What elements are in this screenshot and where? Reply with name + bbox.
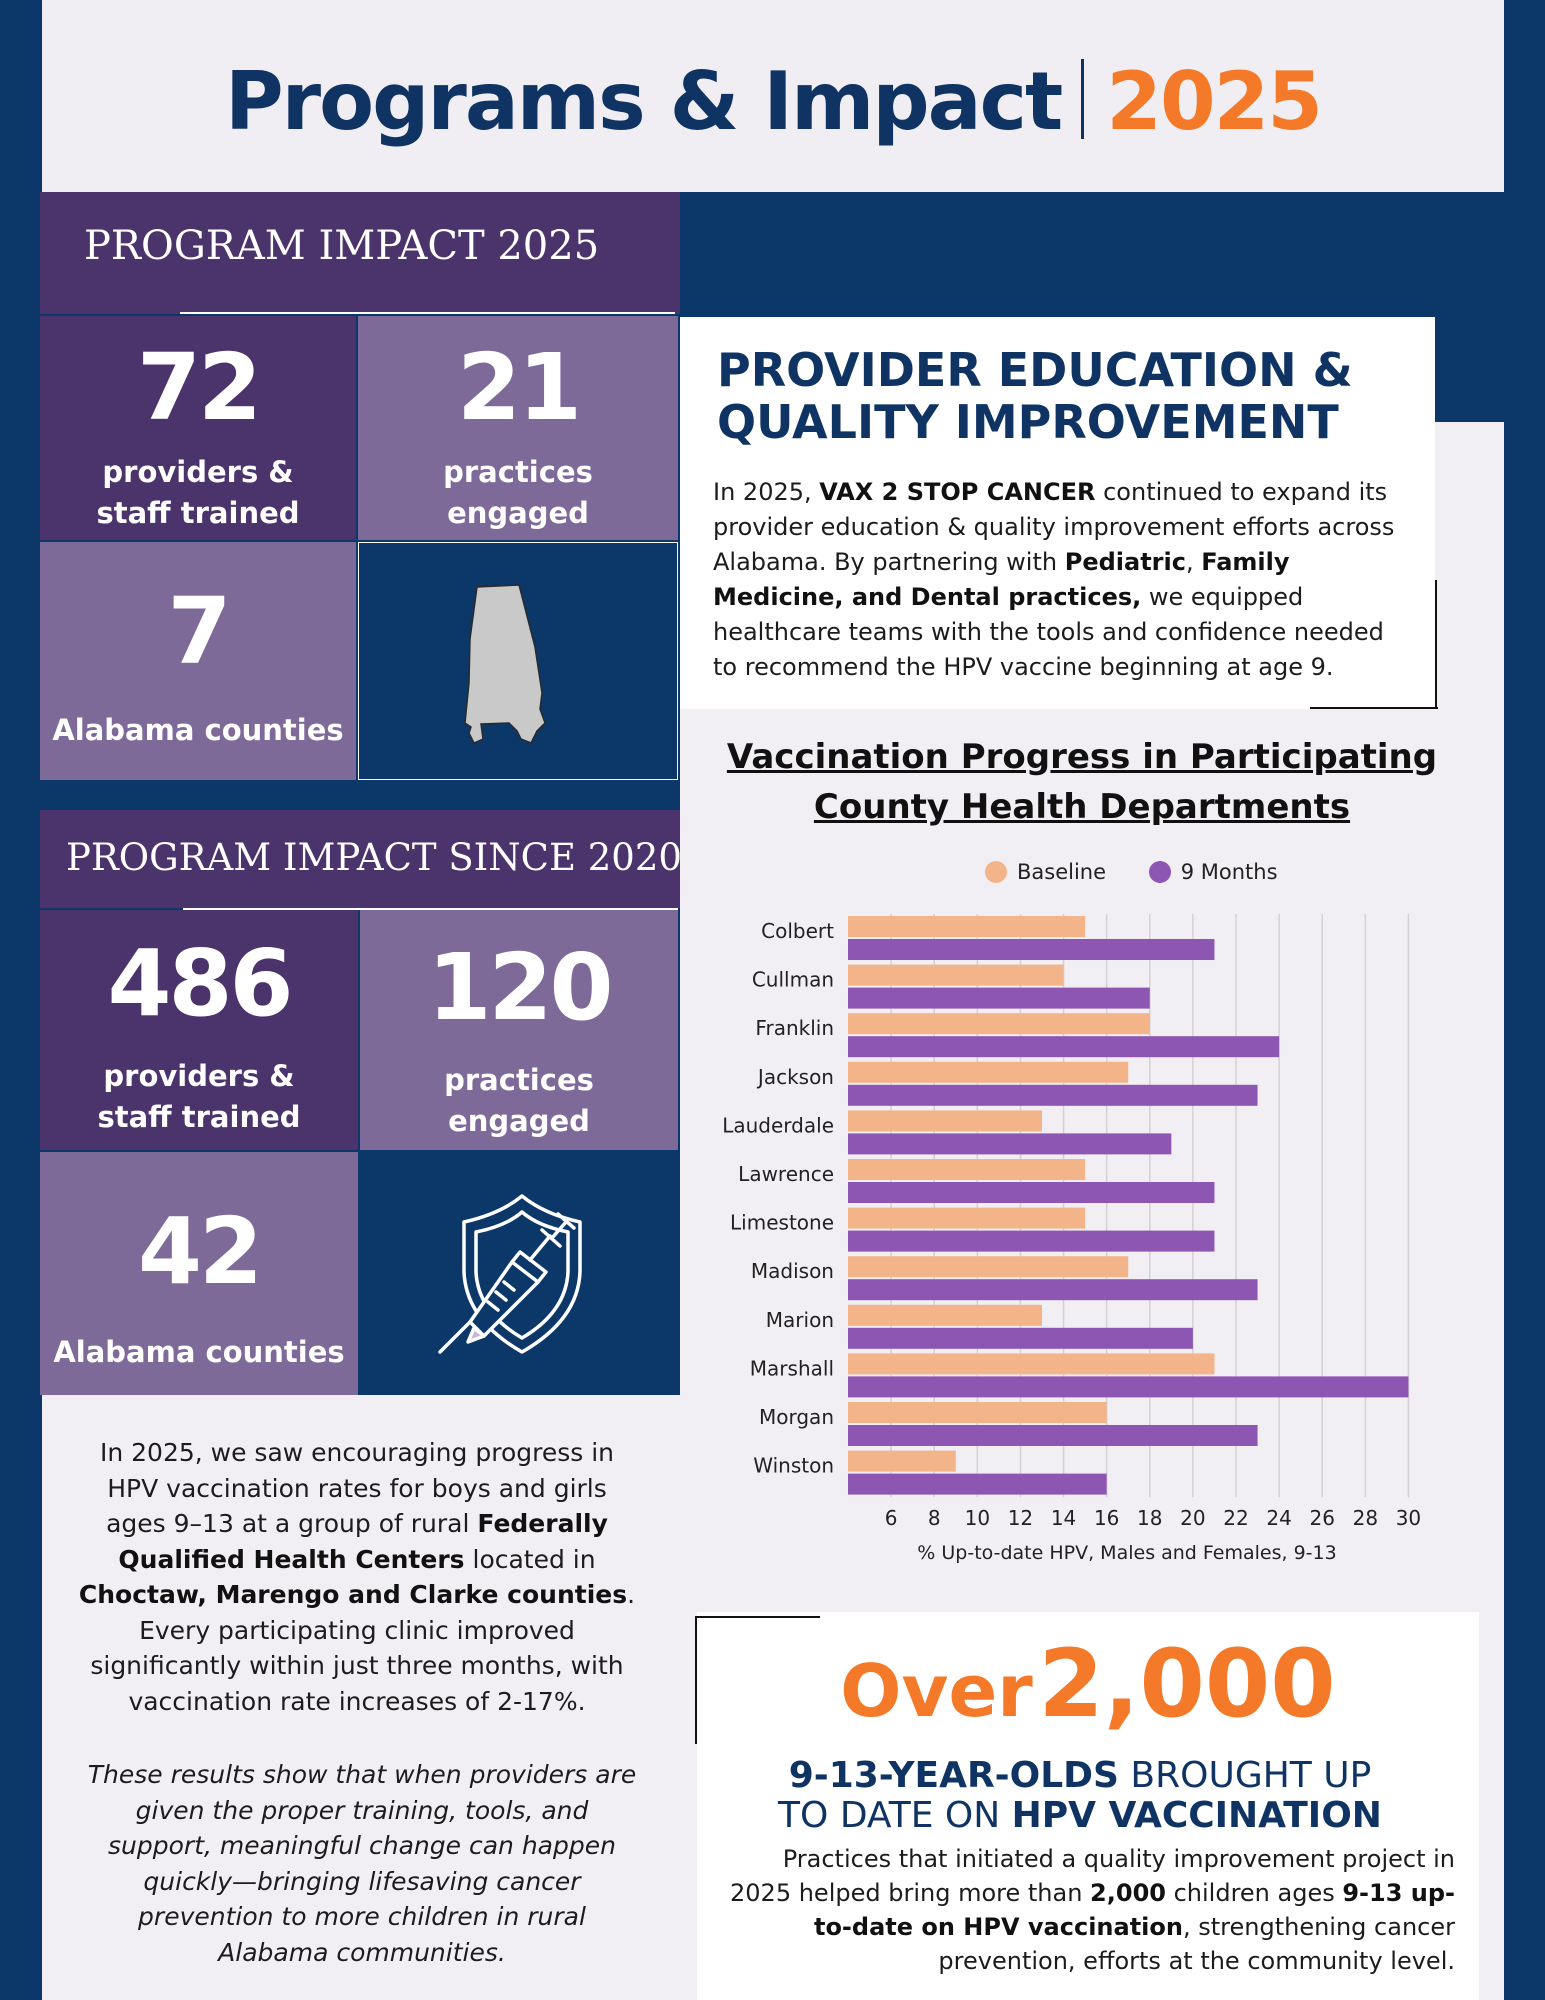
over-2000-card [697, 1612, 1479, 2000]
legend-baseline-swatch [985, 861, 1007, 883]
category-label: Winston [753, 1453, 834, 1478]
category-label: Madison [750, 1259, 834, 1284]
x-tick-label: 6 [884, 1506, 898, 1531]
bar-baseline [848, 1062, 1128, 1083]
category-label: Jackson [757, 1064, 834, 1089]
x-tick-label: 24 [1266, 1506, 1292, 1531]
text-run-bold: VAX 2 STOP CANCER [819, 478, 1096, 506]
category-label: Colbert [761, 919, 834, 943]
vaccine-shield-icon [360, 1152, 678, 1395]
bar-baseline [848, 1013, 1150, 1034]
bar-9-months [848, 1036, 1279, 1057]
stat-number: 120 [427, 934, 611, 1041]
stat-label-line2: engaged [447, 496, 589, 530]
stat-number: 21 [456, 334, 580, 441]
impact-since-2020-heading [40, 810, 680, 908]
bar-baseline [848, 1451, 956, 1472]
legend-baseline [985, 860, 1106, 884]
title-divider [1081, 59, 1084, 139]
text-run: In 2025, [713, 478, 820, 506]
page-title-text: Programs & Impact [225, 55, 1062, 148]
x-tick-label: 8 [927, 1506, 941, 1531]
category-label: Morgan [759, 1405, 834, 1429]
x-axis-label: % Up-to-date HPV, Males and Females, 9-13 [917, 1542, 1337, 1565]
stat-counties-2025 [40, 542, 356, 780]
fqhc-italic-text [84, 1757, 640, 1970]
bar-baseline [848, 1110, 1042, 1131]
text-run-bold: 9-13-YEAR-OLDS [788, 1755, 1119, 1796]
text-run-italic: These results show that when providers are given the proper training, tools, and support, meaningful change can happen quickly—bringing lifesaving cancer prevention to more children in rural Alabama communities. [87, 1760, 637, 1967]
text-run: , strengthening cancer prevention, efforts at the community level. [938, 1913, 1455, 1975]
over-2000-subhead-line1 [697, 1756, 1463, 1796]
stat-label-line1: practices [443, 455, 593, 489]
vaccine-tile [360, 1152, 678, 1395]
text-run: located in [464, 1544, 596, 1574]
text-run-bold: 2,000 [1090, 1879, 1166, 1907]
decorative-line [695, 1616, 697, 1744]
stat-label-line2: staff trained [97, 1100, 301, 1134]
bar-chart [700, 900, 1460, 1572]
category-label: Limestone [730, 1210, 834, 1235]
x-tick-label: 28 [1352, 1506, 1379, 1531]
x-tick-label: 16 [1093, 1506, 1120, 1531]
bar-9-months [848, 988, 1150, 1009]
page-title [42, 52, 1504, 152]
category-label: Lawrence [738, 1162, 834, 1186]
x-tick-label: 22 [1223, 1506, 1249, 1531]
chart-legend [985, 860, 1314, 890]
text-run-bold: 9-13 up-to-date on HPV vaccination [813, 1879, 1455, 1941]
stat-providers-2025 [40, 316, 356, 540]
x-tick-label: 12 [1007, 1506, 1034, 1531]
stat-providers-since-2020 [40, 910, 358, 1150]
stat-label-line1: providers & [102, 455, 294, 489]
stat-counties-since-2020 [40, 1152, 358, 1395]
stat-label-line2: staff trained [96, 496, 300, 530]
x-tick-label: 30 [1395, 1506, 1422, 1531]
category-label: Marshall [749, 1356, 834, 1381]
stat-practices-2025 [358, 316, 678, 540]
decorative-line [1435, 580, 1437, 707]
bar-9-months [848, 1279, 1258, 1300]
stat-label: Alabama counties [53, 1335, 345, 1369]
map-tile [358, 542, 678, 780]
bar-9-months [848, 1474, 1107, 1495]
x-tick-label: 10 [964, 1506, 991, 1531]
chart-title [700, 732, 1464, 832]
provider-education-heading [717, 344, 1353, 448]
legend-baseline-label: Baseline [1017, 860, 1107, 884]
page-header [42, 0, 1504, 192]
bar-baseline [848, 1402, 1107, 1423]
text-run: children ages [1165, 1879, 1343, 1907]
bar-9-months [848, 1231, 1214, 1252]
alabama-map-icon [359, 543, 679, 781]
text-run: In 2025, we saw encouraging progress in HPV vaccination rates for boys and girls ages 9–13 at a group of rural [99, 1438, 615, 1538]
text-run: TO DATE ON [778, 1795, 1012, 1836]
category-label: Lauderdale [722, 1113, 834, 1138]
bar-baseline [848, 965, 1064, 986]
stat-label: Alabama counties [52, 713, 344, 747]
page-title-year: 2025 [1106, 55, 1321, 148]
stat-number: 42 [137, 1198, 261, 1305]
impact-since-2020-heading-text: PROGRAM IMPACT SINCE 2020 [66, 836, 682, 879]
over-2000-subhead-line2 [697, 1796, 1463, 1836]
stat-practices-since-2020 [360, 910, 678, 1150]
impact-2025-heading [40, 192, 680, 314]
stat-label-line2: engaged [448, 1104, 590, 1138]
bar-baseline [848, 1208, 1085, 1229]
text-run-bold: HPV VACCINATION [1011, 1795, 1382, 1836]
x-tick-label: 18 [1137, 1506, 1163, 1531]
x-tick-label: 20 [1180, 1506, 1206, 1531]
stat-number: 486 [107, 930, 291, 1037]
over-2000-text [717, 1842, 1455, 1978]
x-tick-label: 14 [1050, 1506, 1077, 1531]
text-run: we equipped healthcare teams with the tools and confidence needed to recommend the HPV vaccine beginning at age 9. [713, 583, 1384, 681]
text-run: Practices that initiated a quality improvement project in 2025 helped bring more than [730, 1845, 1455, 1907]
stat-label-line1: providers & [103, 1059, 295, 1093]
provider-education-card [680, 317, 1435, 709]
text-run: continued to expand its provider education & quality improvement efforts across Alabama. By partnering with [713, 478, 1395, 576]
provider-education-heading-line1: PROVIDER EDUCATION & [717, 343, 1353, 397]
stat-number: 7 [167, 578, 229, 685]
fqhc-text [74, 1435, 640, 1719]
impact-2025-heading-text: PROGRAM IMPACT 2025 [84, 223, 600, 269]
over-2000-subhead [697, 1756, 1463, 1836]
heading-underline [180, 312, 675, 314]
over-word: Over [840, 1649, 1033, 1733]
bar-9-months [848, 939, 1214, 960]
chart-title-line1: Vaccination Progress in Participating [726, 737, 1438, 777]
text-run-bold: Choctaw, Marengo and Clarke counties [78, 1580, 628, 1609]
bar-9-months [848, 1085, 1258, 1106]
bar-baseline [848, 1159, 1085, 1180]
text-run: . Every participating clinic improved significantly within just three months, with vaccination rate increases of 2-17%. [90, 1580, 636, 1716]
over-number: 2,000 [1038, 1630, 1336, 1739]
decorative-line [695, 1616, 820, 1618]
x-tick-label: 26 [1309, 1506, 1335, 1531]
bar-9-months [848, 1376, 1408, 1397]
bar-9-months [848, 1328, 1193, 1349]
bar-9-months [848, 1425, 1258, 1446]
text-run: , [1185, 548, 1202, 576]
bar-baseline [848, 1353, 1214, 1374]
legend-9-months [1149, 860, 1278, 884]
provider-education-heading-line2: QUALITY IMPROVEMENT [717, 395, 1339, 449]
bar-9-months [848, 1133, 1171, 1154]
text-run-bold: Federally Qualified Health Centers [118, 1509, 608, 1574]
legend-9-months-label: 9 Months [1180, 860, 1278, 884]
stat-number: 72 [136, 334, 260, 441]
text-run: BROUGHT UP [1118, 1755, 1372, 1796]
legend-9-months-swatch [1149, 861, 1171, 883]
category-label: Marion [765, 1307, 834, 1332]
decorative-line [1310, 707, 1438, 709]
bar-baseline [848, 916, 1085, 937]
bar-9-months [848, 1182, 1214, 1203]
over-2000-headline [697, 1630, 1479, 1739]
bar-baseline [848, 1305, 1042, 1326]
category-label: Franklin [755, 1016, 834, 1041]
bar-baseline [848, 1256, 1128, 1277]
text-run-bold: Pediatric [1064, 548, 1186, 576]
provider-education-text [713, 475, 1413, 685]
category-label: Cullman [751, 967, 834, 992]
stat-label-line1: practices [444, 1063, 594, 1097]
text-run-bold: Family Medicine, and Dental practices, [713, 548, 1290, 611]
chart-title-line2: County Health Departments [813, 787, 1351, 827]
